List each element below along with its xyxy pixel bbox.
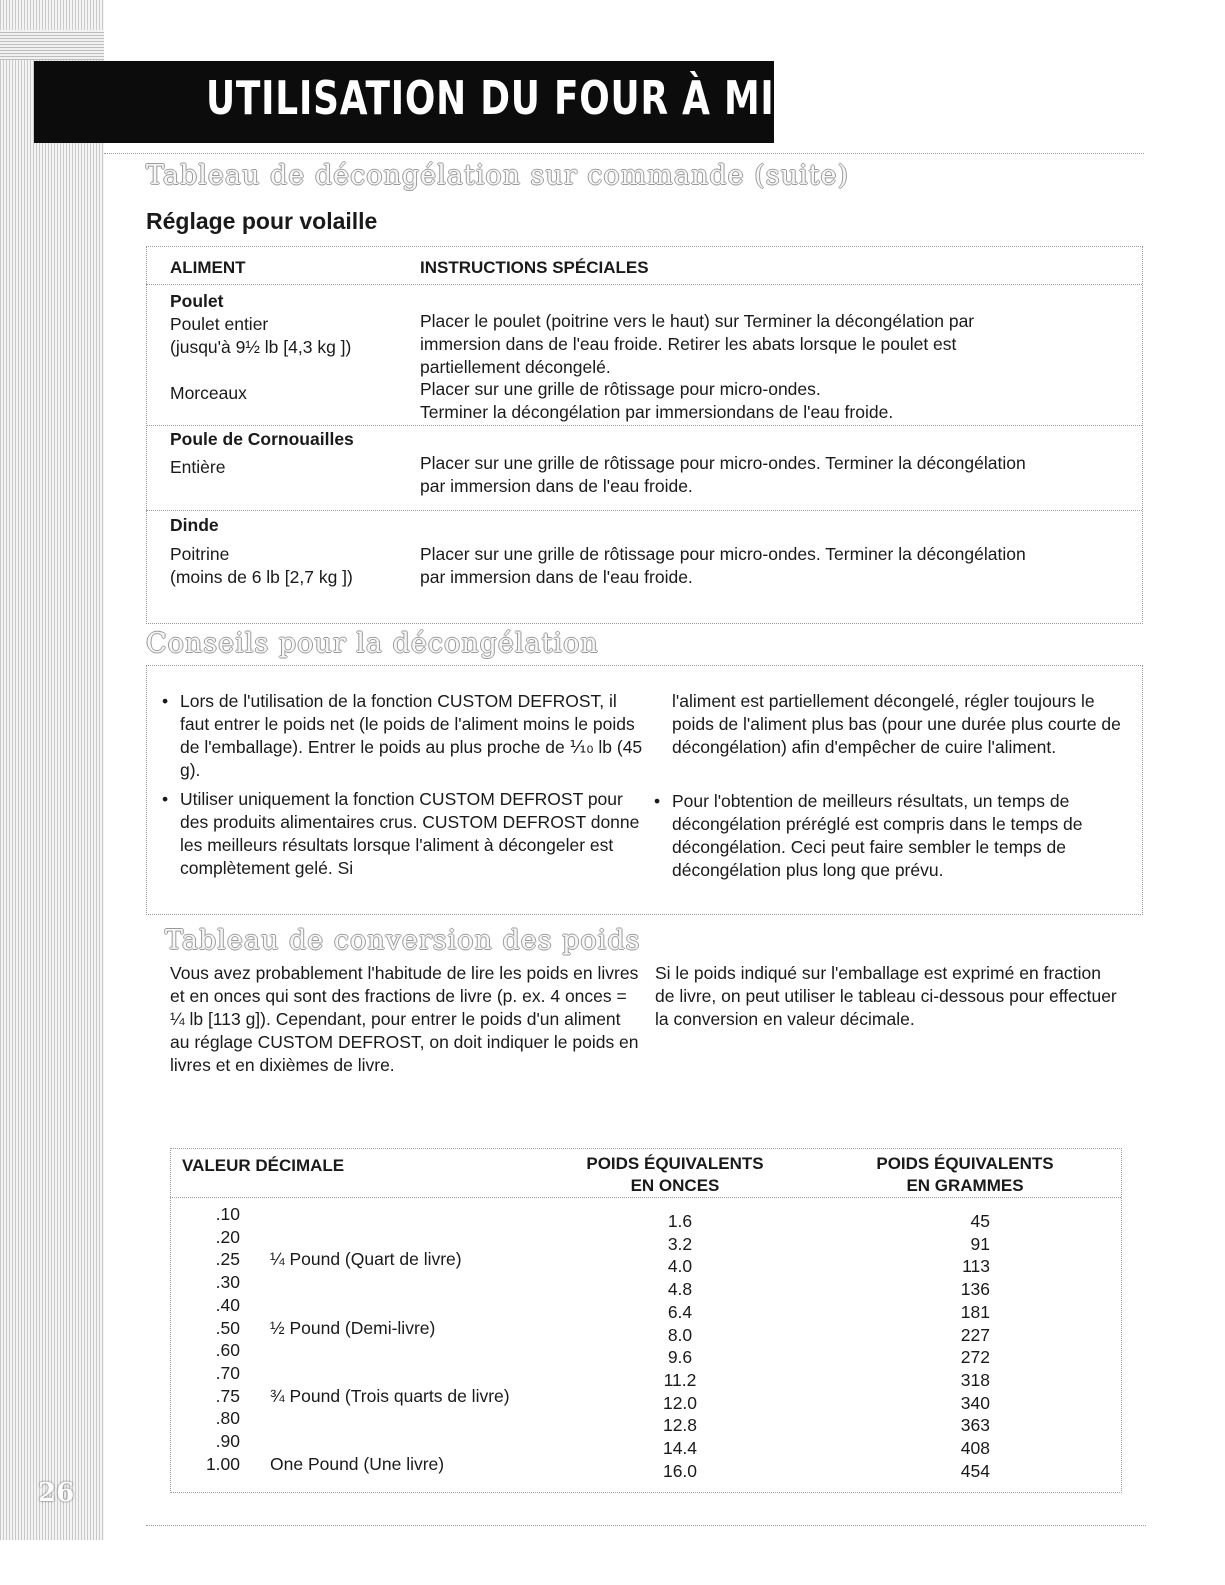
decorative-side-stripe bbox=[0, 0, 104, 1540]
ounces-value-cell: 12.0 bbox=[662, 1392, 698, 1413]
fraction-label-cell: ½ Pound (Demi-livre) bbox=[270, 1317, 436, 1338]
food-instructions: Placer sur une grille de rôtissage pour micro-ondes. Terminer la décongélation par immersiondans de l'eau froide. bbox=[420, 379, 894, 422]
decimal-value-cell: .30 bbox=[215, 1272, 240, 1293]
fraction-label-cell bbox=[270, 1226, 570, 1249]
tips-list-right bbox=[652, 790, 1132, 888]
food-instructions: Placer le poulet (poitrine vers le haut) sur Terminer la décongélation par immersion dans de l'eau froide. Retirer les abats lorsque le poulet est partiellement décongelé. bbox=[420, 311, 975, 377]
grams-value-cell: 45 bbox=[970, 1211, 990, 1231]
fraction-label-cell bbox=[270, 1339, 570, 1362]
decimal-value-cell: .70 bbox=[215, 1362, 240, 1383]
grams-value-cell: 454 bbox=[960, 1460, 990, 1481]
ounces-value-cell: 12.8 bbox=[662, 1415, 698, 1436]
decimal-value-cell: .25 bbox=[215, 1249, 240, 1270]
decimal-value-cell: .20 bbox=[215, 1226, 240, 1247]
section-heading-poultry: Réglage pour volaille bbox=[146, 208, 378, 234]
ounces-value-cell: 4.8 bbox=[667, 1279, 693, 1300]
section-heading-defrost-table-continued: Tableau de décongélation sur commande (suite) bbox=[146, 160, 849, 191]
ounces-value-cell: 8.0 bbox=[667, 1324, 693, 1345]
ounces-value-cell: 9.6 bbox=[667, 1347, 693, 1368]
ounces-value-cell: 1.6 bbox=[667, 1211, 693, 1231]
column-header-decimal: VALEUR DÉCIMALE bbox=[182, 1156, 345, 1175]
grams-value-cell: 318 bbox=[960, 1369, 990, 1390]
column-header-grams-line2: EN GRAMMES bbox=[906, 1176, 1024, 1195]
food-instructions: Placer sur une grille de rôtissage pour micro-ondes. Terminer la décongélation par immersion dans de l'eau froide. bbox=[420, 544, 1026, 587]
food-item: Poulet entier (jusqu'à 9½ lb [4,3 kg ]) bbox=[170, 314, 352, 357]
decimal-value-cell: .80 bbox=[215, 1408, 240, 1429]
grams-value-cell: 181 bbox=[960, 1301, 990, 1322]
decimal-value-cell: .60 bbox=[215, 1340, 240, 1361]
decimal-values-column bbox=[180, 1203, 240, 1475]
ounces-values-column bbox=[640, 1210, 720, 1482]
food-item: Poitrine (moins de 6 lb [2,7 kg ]) bbox=[170, 544, 353, 587]
grams-value-cell: 340 bbox=[960, 1392, 990, 1413]
ounces-value-cell: 3.2 bbox=[667, 1233, 693, 1254]
page-title: UTILISATION DU FOUR À MICRO-ONDES bbox=[206, 71, 1023, 125]
section-heading-weight-conversion: Tableau de conversion des poids bbox=[165, 925, 641, 956]
ounces-value-cell: 6.4 bbox=[667, 1301, 693, 1322]
grams-value-cell: 113 bbox=[962, 1256, 990, 1277]
ounces-value-cell: 14.4 bbox=[662, 1438, 698, 1459]
decimal-value-cell: .40 bbox=[215, 1294, 240, 1315]
tips-list-left bbox=[160, 690, 650, 886]
intro-paragraph-left: Vous avez probablement l'habitude de lire les poids en livres et en onces qui sont des fractions de livre (p. ex. 4 onces = ¼ lb [113 g]). Cependant, pour entrer le poids d'un aliment au réglage CUSTOM DEFROST, on doit indiquer le poids en livres et en dixièmes de livre. bbox=[170, 963, 639, 1075]
group-name-poulet: Poulet bbox=[170, 291, 224, 311]
page-banner bbox=[34, 61, 1023, 143]
ounces-value-cell: 11.2 bbox=[663, 1369, 697, 1390]
food-instructions: Placer sur une grille de rôtissage pour micro-ondes. Terminer la décongélation par immersion dans de l'eau froide. bbox=[420, 453, 1026, 496]
table-divider bbox=[146, 425, 1142, 426]
decimal-value-cell: .10 bbox=[215, 1204, 240, 1224]
fraction-label-cell: ¼ Pound (Quart de livre) bbox=[270, 1249, 462, 1270]
divider bbox=[146, 1525, 1146, 1526]
grams-value-cell: 272 bbox=[960, 1347, 990, 1368]
grams-value-cell: 136 bbox=[960, 1279, 990, 1300]
table-divider bbox=[170, 1197, 1121, 1198]
fraction-label-cell bbox=[270, 1294, 570, 1317]
column-header-ounces: POIDS ÉQUIVALENTS EN ONCES bbox=[586, 1154, 764, 1195]
fraction-label-cell: ¾ Pound (Trois quarts de livre) bbox=[270, 1385, 510, 1406]
ounces-value-cell: 4.0 bbox=[667, 1256, 693, 1277]
ounces-value-cell: 16.0 bbox=[662, 1460, 698, 1481]
fraction-label-cell bbox=[270, 1407, 570, 1430]
decimal-value-cell: 1.00 bbox=[205, 1453, 240, 1474]
table-divider bbox=[146, 510, 1142, 511]
fraction-labels-column bbox=[270, 1203, 570, 1475]
tip-continued-text: l'aliment est partiellement décongelé, régler toujours le poids de l'aliment plus bas (pour une durée plus courte de décongélation) afin d'empêcher de cuire l'aliment. bbox=[672, 691, 1121, 757]
fraction-label-cell: One Pound (Une livre) bbox=[270, 1453, 445, 1474]
column-header-grams-line1: POIDS ÉQUIVALENTS bbox=[876, 1154, 1054, 1173]
column-header-grams bbox=[850, 1153, 1080, 1197]
page-number: 26 bbox=[38, 1478, 75, 1508]
divider bbox=[104, 153, 1144, 154]
grams-values-column bbox=[900, 1210, 990, 1482]
decimal-value-cell: .50 bbox=[215, 1317, 240, 1338]
tip-item: • Lors de l'utilisation de la fonction CUSTOM DEFROST, il faut entrer le poids net (le poids de l'aliment moins le poids de l'emballage). Entrer le poids au plus proche de ⅒ lb (45 g). bbox=[160, 690, 650, 782]
tip-item: • Pour l'obtention de meilleurs résultats, un temps de décongélation préréglé est compris dans le temps de décongélation. Ceci peut faire sembler le temps de décongélation plus long que prévu. bbox=[652, 790, 1132, 882]
decorative-top-stripe bbox=[0, 30, 104, 60]
grams-value-cell: 363 bbox=[960, 1415, 990, 1436]
fraction-label-cell bbox=[270, 1271, 570, 1294]
intro-paragraph-right: Si le poids indiqué sur l'emballage est exprimé en fraction de livre, on peut utiliser le tableau ci-dessous pour effectuer la conversion en valeur décimale. bbox=[655, 963, 1117, 1029]
fraction-label-cell bbox=[270, 1362, 570, 1385]
grams-value-cell: 91 bbox=[970, 1233, 990, 1254]
column-header-aliment: ALIMENT bbox=[170, 258, 246, 277]
fraction-label-cell bbox=[270, 1203, 570, 1226]
group-name-poule-de-cornouailles: Poule de Cornouailles bbox=[170, 429, 354, 449]
grams-value-cell: 227 bbox=[960, 1324, 990, 1345]
group-name-dinde: Dinde bbox=[170, 515, 219, 535]
column-header-instructions: INSTRUCTIONS SPÉCIALES bbox=[420, 258, 649, 277]
table-divider bbox=[146, 284, 1142, 285]
tip-item: • Utiliser uniquement la fonction CUSTOM DEFROST pour des produits alimentaires crus. CUSTOM DEFROST donne les meilleurs résultats lorsque l'aliment à décongeler est complètement gelé. Si bbox=[160, 788, 650, 880]
decimal-value-cell: .75 bbox=[215, 1385, 240, 1406]
section-heading-defrost-tips: Conseils pour la décongélation bbox=[146, 628, 599, 659]
grams-value-cell: 408 bbox=[960, 1438, 990, 1459]
fraction-label-cell bbox=[270, 1430, 570, 1453]
food-item: Entière bbox=[170, 457, 226, 477]
decimal-value-cell: .90 bbox=[215, 1431, 240, 1452]
food-item: Morceaux bbox=[170, 383, 247, 403]
